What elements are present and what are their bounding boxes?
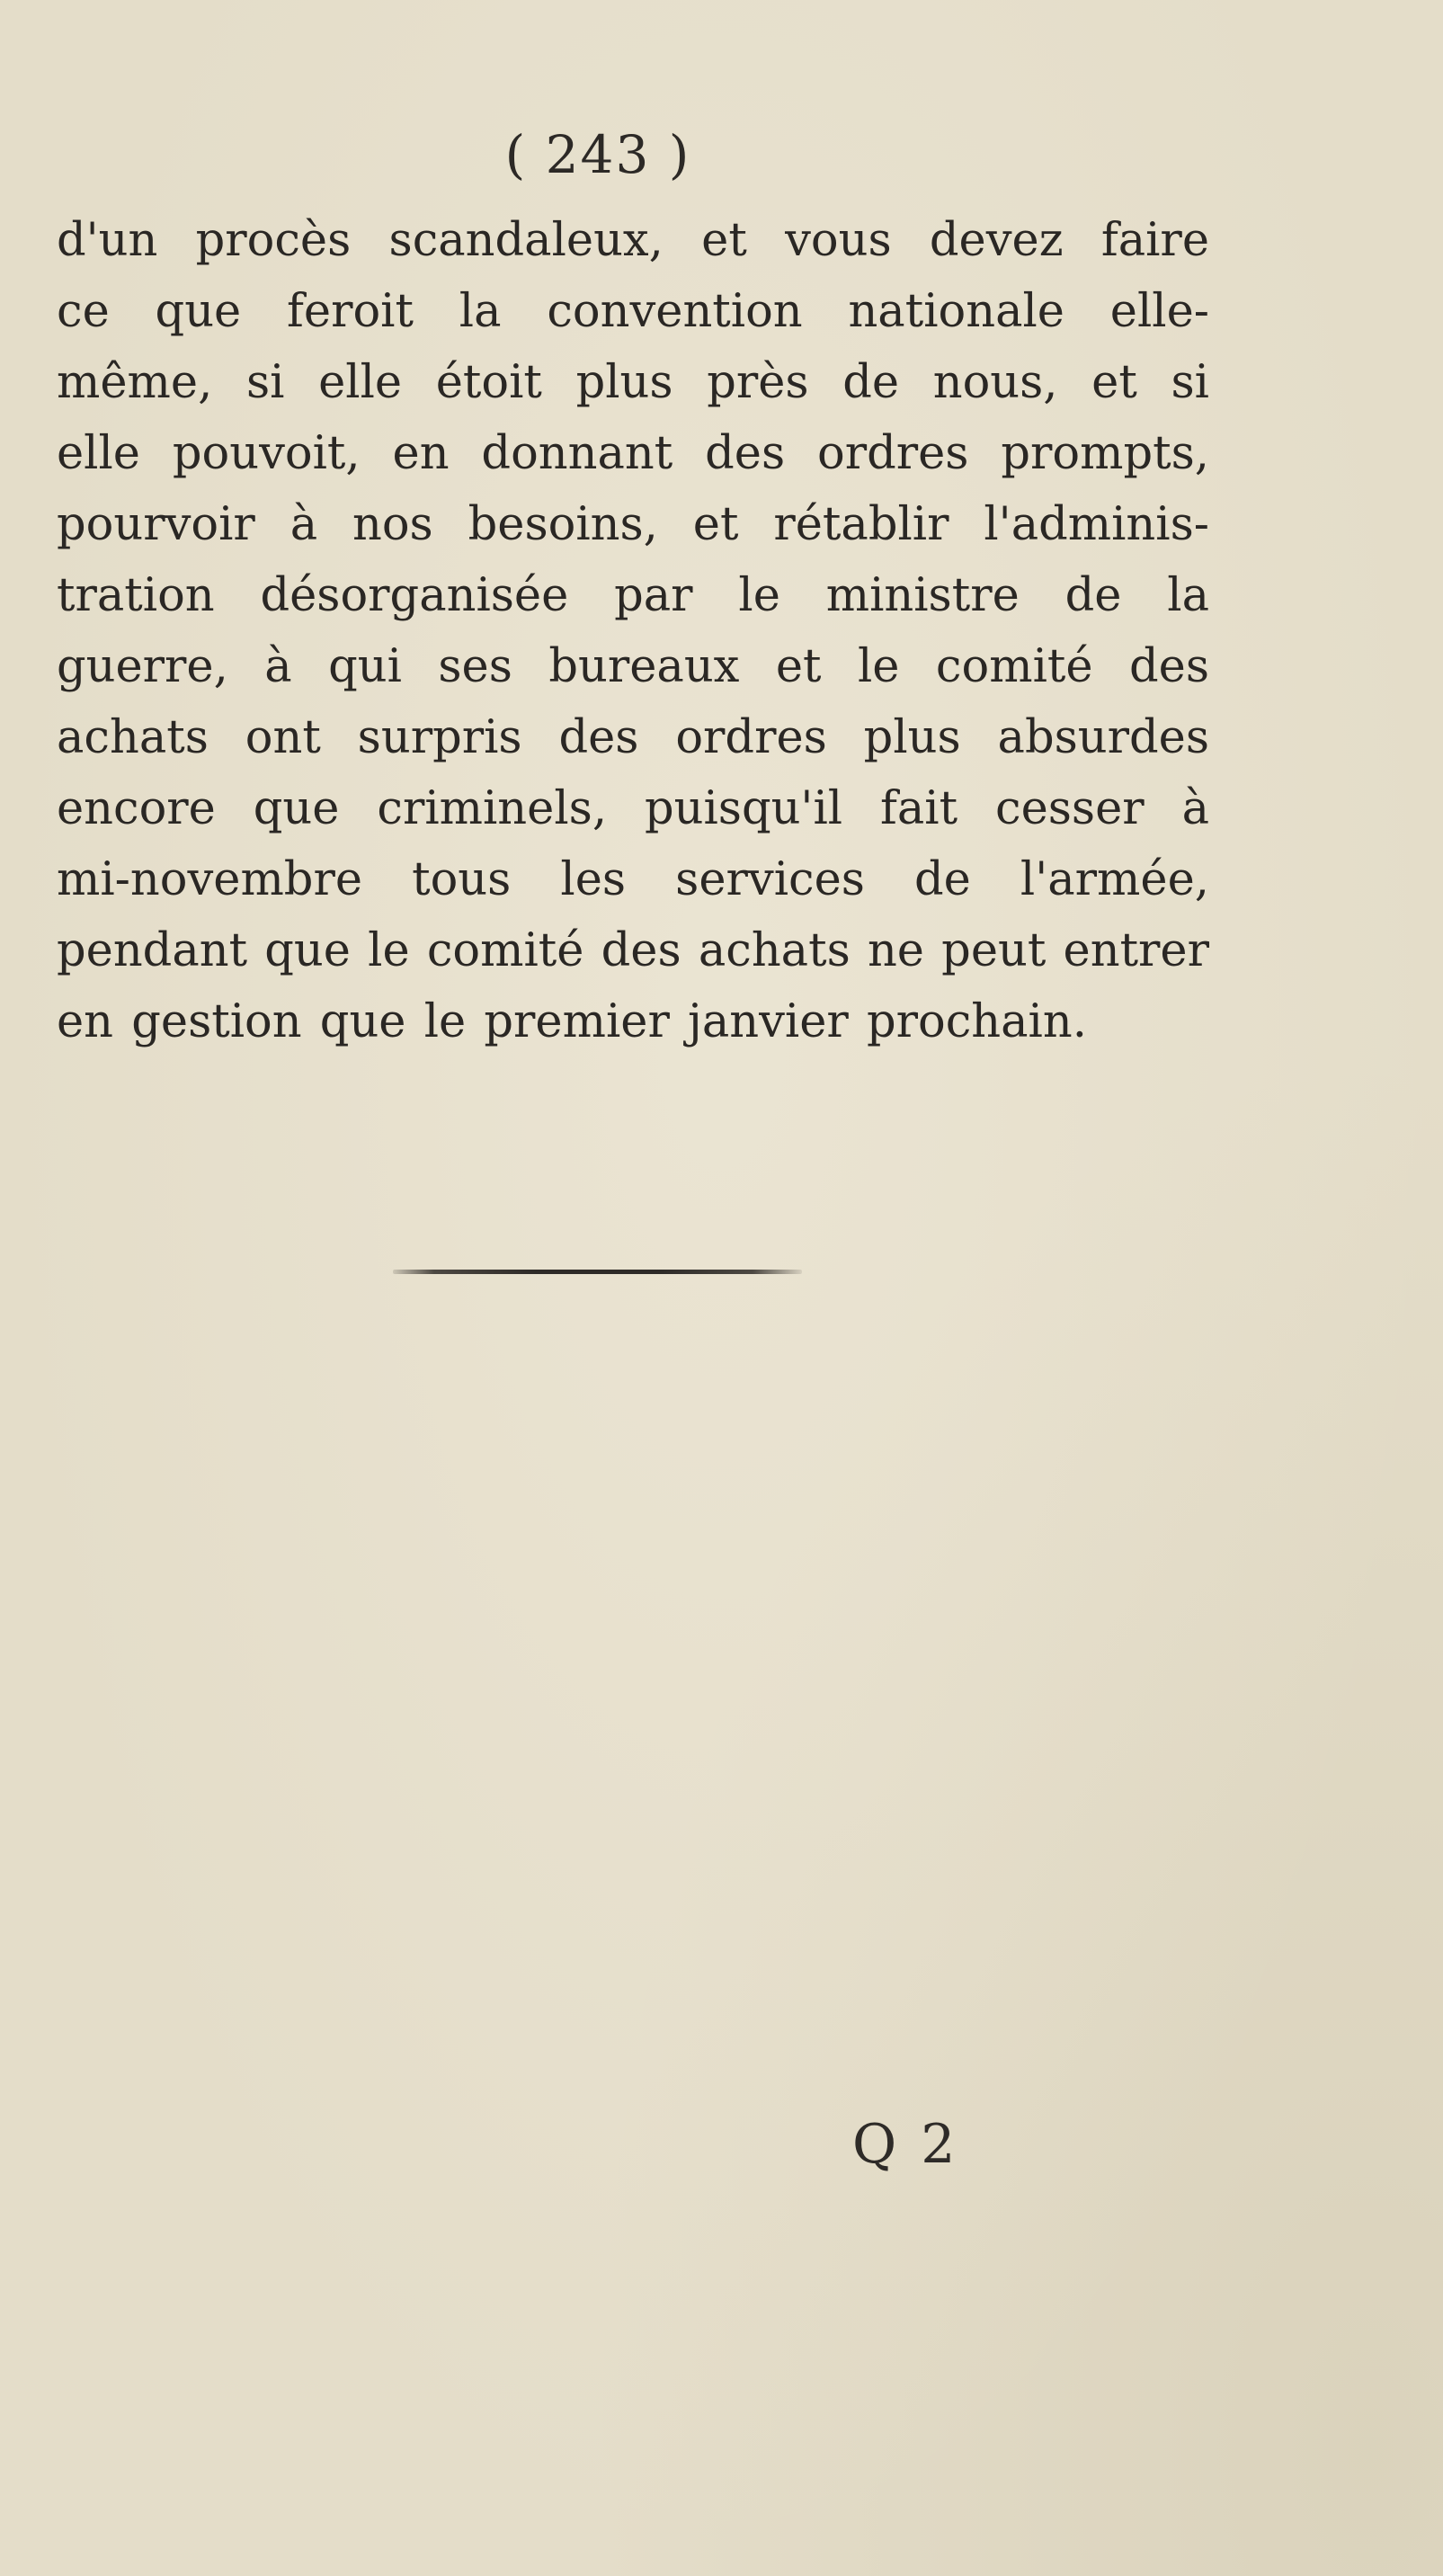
signature-mark: Q 2 bbox=[852, 2113, 959, 2176]
page-number: ( 243 ) bbox=[504, 124, 691, 185]
text-line: guerre, à qui ses bureaux et le comité des bbox=[57, 640, 1209, 693]
text-line: en gestion que le premier janvier prochain. bbox=[57, 995, 1087, 1048]
text-line: tration désorganisée par le ministre de la bbox=[57, 569, 1209, 622]
text-line: d'un procès scandaleux, et vous devez faire bbox=[57, 214, 1209, 267]
text-line: achats ont surpris des ordres plus absurdes bbox=[57, 711, 1209, 764]
text-line: pendant que le comité des achats ne peut entrer bbox=[57, 924, 1209, 977]
body-text bbox=[57, 205, 1209, 1057]
text-line: même, si elle étoit plus près de nous, et si bbox=[57, 356, 1209, 409]
section-divider-rule bbox=[393, 1270, 802, 1274]
text-line: ce que feroit la convention nationale elle- bbox=[57, 285, 1209, 338]
text-line: pourvoir à nos besoins, et rétablir l'adminis- bbox=[57, 498, 1209, 551]
text-line: mi-novembre tous les services de l'armée, bbox=[57, 853, 1209, 906]
text-line: encore que criminels, puisqu'il fait cesser à bbox=[57, 782, 1209, 835]
text-line: elle pouvoit, en donnant des ordres prompts, bbox=[57, 427, 1209, 480]
